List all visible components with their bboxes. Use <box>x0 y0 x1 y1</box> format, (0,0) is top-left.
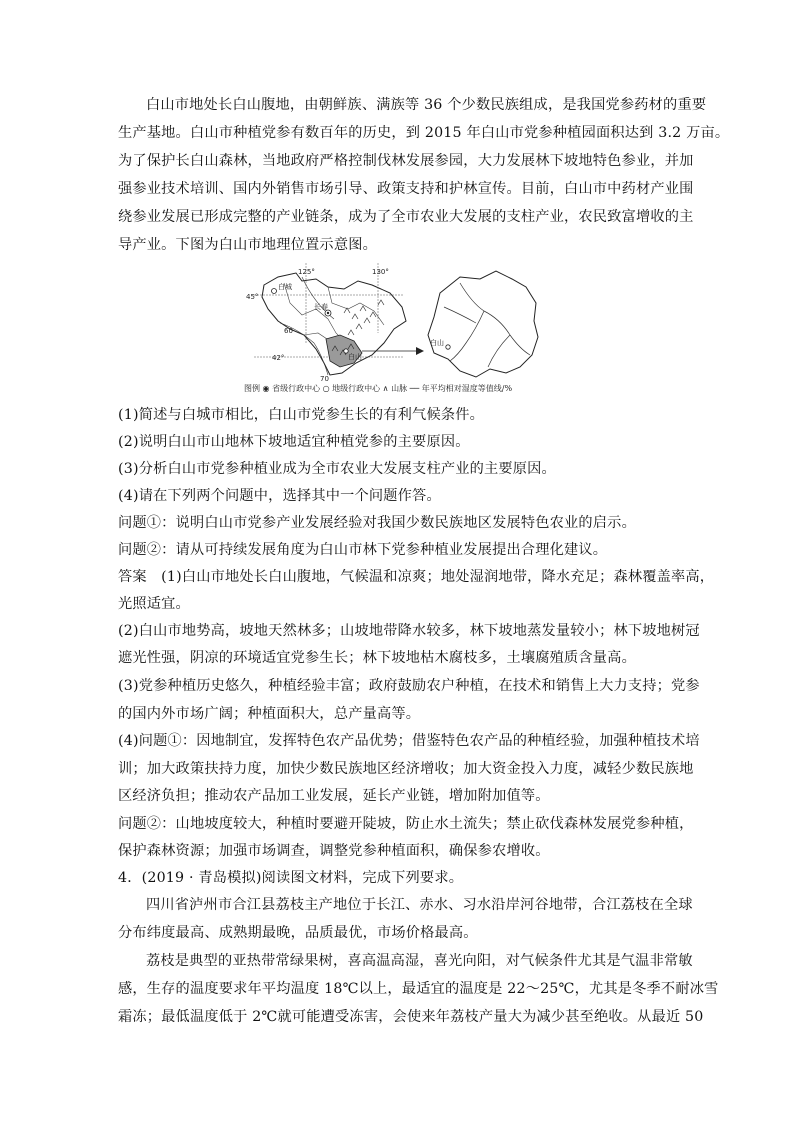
question-line: (2)说明白山市山地林下坡地适宜种植党参的主要原因。 <box>118 434 470 450</box>
answer-line: 保护森林资源；加强市场调查，调整党参种植面积，确保参农增收。 <box>118 843 550 859</box>
lon-125-label: 125° <box>298 268 315 276</box>
question-line: (3)分析白山市党参种植业成为全市农业大发展支柱产业的主要原因。 <box>118 461 556 477</box>
changchun-label: 长春 <box>314 303 328 311</box>
intro-line: 为了保护长白山森林，当地政府严格控制伐林发展参园，大力发展林下坡地特色参业，并加 <box>118 153 694 169</box>
answer-line: (3)党参种植历史悠久，种植经验丰富；政府鼓励农户种植，在技术和销售上大力支持；党参 <box>118 678 700 694</box>
answer-line: 问题②：山地坡度较大，种植时要避开陡坡，防止水土流失；禁止砍伐森林发展党参种植， <box>118 816 694 832</box>
question-line: 问题②：请从可持续发展角度为白山市林下党参种植业发展提出合理化建议。 <box>118 542 608 558</box>
q4-material-line: 荔枝是典型的亚热带常绿果树，喜高温高湿，喜光向阳，对气候条件尤其是气温非常敏 <box>146 953 693 969</box>
map-legend: 图例 ◉ 省级行政中心 ○ 地级行政中心 ∧ 山脉 ── 年平均相对湿度等值线/% <box>244 384 513 393</box>
baishan-enlarged-outline <box>428 271 538 377</box>
intro-line: 强参业技术培训、国内外销售市场引导、政策支持和护林宣传。目前，白山市中药材产业围 <box>118 181 694 197</box>
baicheng-marker <box>272 289 277 294</box>
question-4-heading: 4．(2019 · 青岛模拟)阅读图文材料，完成下列要求。 <box>118 870 464 886</box>
q4-material-line: 四川省泸州市合江县荔枝主产地位于长江、赤水、习水沿岸河谷地带，合江荔枝在全球 <box>146 897 693 913</box>
answer-line: (2)白山市地势高，坡地天然林多；山坡地带降水较多，林下坡地蒸发量较小；林下坡地树冠 <box>118 623 700 639</box>
answer-line: 的国内外市场广阔；种植面积大，总产量高等。 <box>118 706 421 722</box>
intro-line: 白山市地处长白山腹地，由朝鲜族、满族等 36 个少数民族组成，是我国党参药材的重要 <box>146 97 707 113</box>
intro-line: 生产基地。白山市种植党参有数百年的历史，到 2015 年白山市党参种植园面积达到 3.2 万亩。 <box>118 125 730 141</box>
isoline-60-label: 60 <box>284 327 293 335</box>
baishan-enlarged-marker <box>446 345 450 349</box>
question-line: (4)请在下列两个问题中，选择其中一个问题作答。 <box>118 488 441 504</box>
answer-line: 训；加大政策扶持力度，加快少数民族地区经济增收；加大资金投入力度，减轻少数民族地 <box>118 761 694 777</box>
question-line: (1)简述与白城市相比，白山市党参生长的有利气候条件。 <box>118 407 484 423</box>
answer-line: 答案 (1)白山市地处长白山腹地，气候温和凉爽；地处湿润地带，降水充足；森林覆盖率高， <box>118 569 715 585</box>
answer-line: 光照适宜。 <box>118 596 190 612</box>
q4-material-line: 霜冻；最低温度低于 2℃就可能遭受冻害，会使来年荔枝产量大为减少甚至绝收。从最近 50 <box>118 1009 704 1025</box>
baishan-label-right: 白山 <box>430 339 444 347</box>
intro-line: 导产业。下图为白山市地理位置示意图。 <box>118 237 377 253</box>
lat-45-label: 45° <box>246 293 259 301</box>
lat-42-label: 42° <box>272 354 285 362</box>
arrow-icon <box>416 347 424 355</box>
answer-line: 区经济负担；推动农产品加工业发展，延长产业链，增加附加值等。 <box>118 788 550 804</box>
intro-line: 绕参业发展已形成完整的产业链条，成为了全市农业大发展的支柱产业，农民致富增收的主 <box>118 209 694 225</box>
q4-material-line: 感，生存的温度要求年平均温度 18℃以上，最适宜的温度是 22～25℃，尤其是冬季不耐冰雪 <box>118 981 719 997</box>
q4-material-line: 分布纬度最高、成熟期最晚，品质最优，市场价格最高。 <box>118 925 478 941</box>
answer-line: 遮光性强，阴凉的环境适宜党参生长；林下坡地枯木腐枝多，土壤腐殖质含量高。 <box>118 650 636 666</box>
baicheng-label: 白城 <box>278 283 292 291</box>
question-line: 问题①：说明白山市党参产业发展经验对我国少数民族地区发展特色农业的启示。 <box>118 515 636 531</box>
lon-130-label: 130° <box>372 268 389 276</box>
isoline-70-label: 70 <box>320 375 329 383</box>
baishan-label-left: 白山 <box>348 353 362 361</box>
map-graphic <box>244 263 544 385</box>
answer-line: (4)问题①：因地制宜，发挥特色农产品优势；借鉴特色农产品的种植经验，加强种植技术培 <box>118 733 700 749</box>
baishan-location-map <box>244 263 544 400</box>
